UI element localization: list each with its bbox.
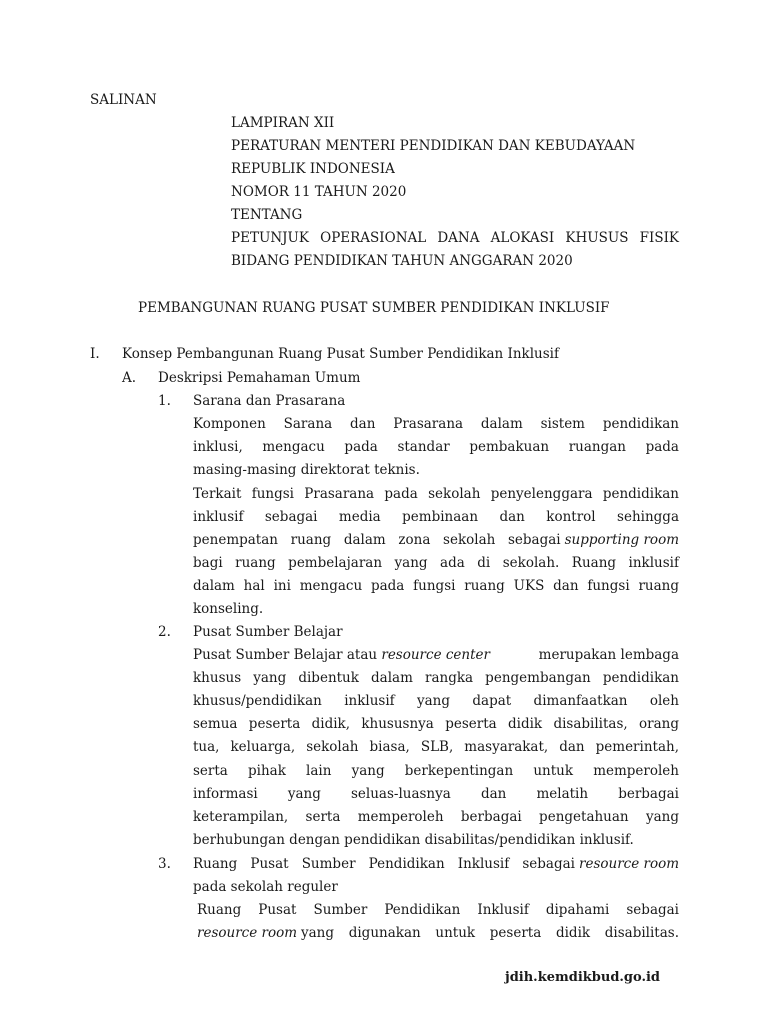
paragraph-text: yang digunakan untuk peserta didik disabilitas. — [301, 925, 679, 941]
section-heading: Konsep Pembangunan Ruang Pusat Sumber Pendidikan Inklusif — [122, 346, 559, 362]
item-heading-text: Ruang Pusat Sumber Pendidikan Inklusif sebagai — [193, 856, 575, 872]
item-heading — [193, 856, 679, 872]
italic-term: supporting room — [564, 532, 679, 548]
lampiran-line: TENTANG — [231, 207, 303, 223]
subsection-heading: Deskripsi Pemahaman Umum — [158, 370, 361, 386]
italic-term: resource room — [579, 856, 679, 872]
lampiran-line: NOMOR 11 TAHUN 2020 — [231, 184, 407, 200]
item-heading-line2: pada sekolah reguler — [193, 879, 338, 895]
paragraph-line: khusus/pendidikan inklusif yang dapat dimanfaatkan oleh — [193, 693, 679, 709]
paragraph-line — [193, 532, 679, 548]
item-number: 3. — [158, 856, 171, 872]
paragraph-line: konseling. — [193, 601, 264, 617]
paragraph-line: informasi yang seluas-luasnya dan melatih berbagai — [193, 786, 679, 802]
paragraph-text: merupakan lembaga — [534, 647, 679, 663]
item-heading: Sarana dan Prasarana — [193, 393, 346, 409]
item-number: 2. — [158, 624, 171, 640]
paragraph-line: tua, keluarga, sekolah biasa, SLB, masyarakat, dan pemerintah, — [193, 739, 679, 755]
item-number: 1. — [158, 393, 171, 409]
paragraph-line: semua peserta didik, khususnya peserta didik disabilitas, orang — [193, 716, 679, 732]
document-title: PEMBANGUNAN RUANG PUSAT SUMBER PENDIDIKAN INKLUSIF — [138, 300, 610, 316]
subsection-letter: A. — [122, 370, 137, 386]
italic-term: resource room — [197, 925, 297, 941]
lampiran-line: PERATURAN MENTERI PENDIDIKAN DAN KEBUDAYAAN — [231, 138, 636, 154]
lampiran-line: REPUBLIK INDONESIA — [231, 161, 395, 177]
paragraph-line: masing-masing direktorat teknis. — [193, 462, 420, 478]
paragraph-line: Komponen Sarana dan Prasarana dalam sistem pendidikan — [193, 416, 679, 432]
paragraph-line: inklusi, mengacu pada standar pembakuan ruangan pada — [193, 439, 679, 455]
italic-term: resource center — [381, 647, 490, 663]
lampiran-line: PETUNJUK OPERASIONAL DANA ALOKASI KHUSUS FISIK — [231, 230, 679, 246]
paragraph-line: bagi ruang pembelajaran yang ada di sekolah. Ruang inklusif — [193, 555, 679, 571]
paragraph-line: keterampilan, serta memperoleh berbagai pengetahuan yang — [193, 809, 679, 825]
paragraph-text: penempatan ruang dalam zona sekolah sebagai — [193, 532, 561, 548]
footer-website: jdih.kemdikbud.go.id — [505, 970, 661, 985]
section-number: I. — [90, 346, 100, 362]
paragraph-line: serta pihak lain yang berkepentingan untuk memperoleh — [193, 763, 679, 779]
paragraph-line — [193, 647, 679, 663]
paragraph-line: Terkait fungsi Prasarana pada sekolah penyelenggara pendidikan — [193, 486, 679, 502]
paragraph-line — [197, 925, 679, 941]
lampiran-line: LAMPIRAN XII — [231, 115, 335, 131]
item-heading: Pusat Sumber Belajar — [193, 624, 343, 640]
lampiran-line: BIDANG PENDIDIKAN TAHUN ANGGARAN 2020 — [231, 253, 573, 269]
paragraph-line: Ruang Pusat Sumber Pendidikan Inklusif dipahami sebagai — [197, 902, 679, 918]
salinan-label: SALINAN — [90, 92, 157, 108]
paragraph-line: berhubungan dengan pendidikan disabilitas/pendidikan inklusif. — [193, 832, 634, 848]
paragraph-line: inklusif sebagai media pembinaan dan kontrol sehingga — [193, 509, 679, 525]
paragraph-line: khusus yang dibentuk dalam rangka pengembangan pendidikan — [193, 670, 679, 686]
paragraph-text: Pusat Sumber Belajar atau — [193, 647, 382, 663]
paragraph-line: dalam hal ini mengacu pada fungsi ruang UKS dan fungsi ruang — [193, 578, 679, 594]
